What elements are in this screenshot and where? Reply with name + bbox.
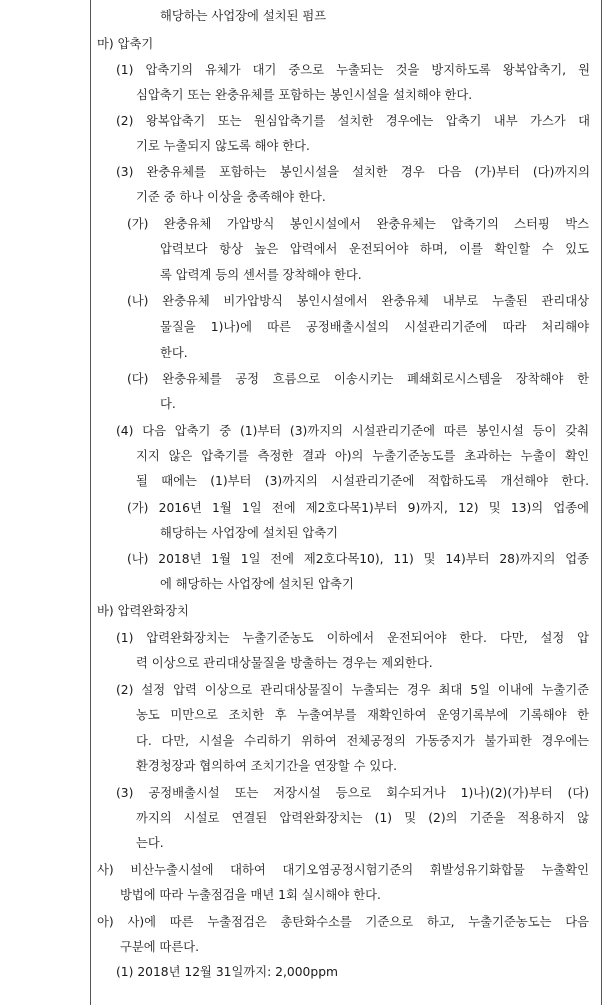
- text-line: 한다.: [160, 346, 188, 360]
- text-line: (4) 다음 압축기 중 (1)부터 (3)까지의 시설관리기준에 따른 봉인시설 등이 갖춰: [116, 424, 589, 438]
- text-line: (가) 2016년 1월 1일 전에 제2호다목1)부터 9)까지, 12) 및 13)의 업종에: [127, 501, 589, 515]
- section-heading-leak-threshold: 아) 사)에 따른 누출점검은 총탄화수소를 기준으로 하고, 누출기준농도는 다음: [97, 915, 589, 929]
- text-line: 다.: [160, 397, 176, 411]
- text-line: 는다.: [136, 836, 164, 850]
- text-line: 에 해당하는 사업장에 설치된 압축기: [160, 577, 354, 591]
- text-line: 농도 미만으로 조치한 후 누출여부를 재확인하여 운영기록부에 기록해야 한: [136, 708, 589, 722]
- text-line: 될 때에는 (1)부터 (3)까지의 시설관리기준에 적합하도록 개선해야 한다.: [136, 474, 589, 488]
- text-line: 다. 다만, 시설을 수리하기 위하여 전체공정의 가동중지가 불가피한 경우에는: [136, 734, 589, 748]
- text-line: 지지 않은 압축기를 측정한 결과 아)의 누출기준농도를 초과하는 누출이 확인: [136, 449, 589, 463]
- text-line: 심압축기 또는 완충유체를 포함하는 봉인시설을 설치해야 한다.: [136, 88, 473, 102]
- text-line: 방법에 따라 누출점검을 매년 1회 실시해야 한다.: [120, 888, 381, 902]
- text-line: (2) 설정 압력 이상으로 관리대상물질이 누출되는 경우 최대 5일 이내에 누출기준: [116, 683, 589, 697]
- text-line: 구분에 따른다.: [120, 940, 200, 954]
- text-line: 력 이상으로 관리대상물질을 방출하는 경우는 제외한다.: [136, 656, 433, 670]
- text-line: (다) 완충유체를 공정 흐름으로 이송시키는 폐쇄회로시스템을 장착해야 한: [127, 372, 589, 386]
- section-heading-pressure-relief: 바) 압력완화장치: [97, 604, 189, 618]
- text-line: (1) 2018년 12월 31일까지: 2,000ppm: [116, 965, 338, 979]
- text-line: (3) 완충유체를 포함하는 봉인시설을 설치한 경우 다음 (가)부터 (다)까지의: [116, 165, 590, 179]
- section-heading-leak-inspection: 사) 비산누출시설에 대하여 대기오염공정시험기준의 휘발성유기화합물 누출확인: [97, 863, 589, 877]
- text-line: (나) 2018년 1월 1일 전에 제2호다목10), 11) 및 14)부터 28)까지의 업종: [127, 552, 589, 566]
- text-line: 까지의 시설로 연결된 압력완화장치는 (1) 및 (2)의 기준을 적용하지 않: [136, 811, 589, 825]
- text-line: (1) 압력완화장치는 누출기준농도 이하에서 운전되어야 한다. 다만, 설정 압: [116, 631, 589, 645]
- text-line: 압력보다 항상 높은 압력에서 운전되어야 하며, 이를 확인할 수 있도: [160, 242, 589, 256]
- section-heading-compressor: 마) 압축기: [97, 37, 154, 51]
- text-line: 환경청장과 협의하여 조치기간을 연장할 수 있다.: [136, 759, 398, 773]
- text-line: (나) 완충유체 비가압방식 봉인시설에서 완충유체 내부로 누출된 관리대상: [127, 294, 589, 308]
- text-line: (가) 완충유체 가압방식 봉인시설에서 완충유체는 압축기의 스터핑 박스: [127, 217, 589, 231]
- text-line: 기준 중 하나 이상을 충족해야 한다.: [136, 190, 326, 204]
- text-line: (3) 공정배출시설 또는 저장시설 등으로 회수되거나 1)나)(2)(가)부터 (다): [116, 786, 589, 800]
- text-line: 기로 누출되지 않도록 해야 한다.: [136, 139, 310, 153]
- text-line: 해당하는 사업장에 설치된 압축기: [160, 526, 339, 540]
- text-line: 물질을 1)나)에 따른 공정배출시설의 시설관리기준에 따라 처리해야: [160, 320, 589, 334]
- text-line: 해당하는 사업장에 설치된 펌프: [160, 9, 327, 23]
- text-line: (1) 압축기의 유체가 대기 중으로 누출되는 것을 방지하도록 왕복압축기, 원: [116, 63, 590, 77]
- text-line: (2) 왕복압축기 또는 원심압축기를 설치한 경우에는 압축기 내부 가스가 대: [116, 114, 590, 128]
- text-line: 록 압력계 등의 센서를 장착해야 한다.: [160, 268, 362, 282]
